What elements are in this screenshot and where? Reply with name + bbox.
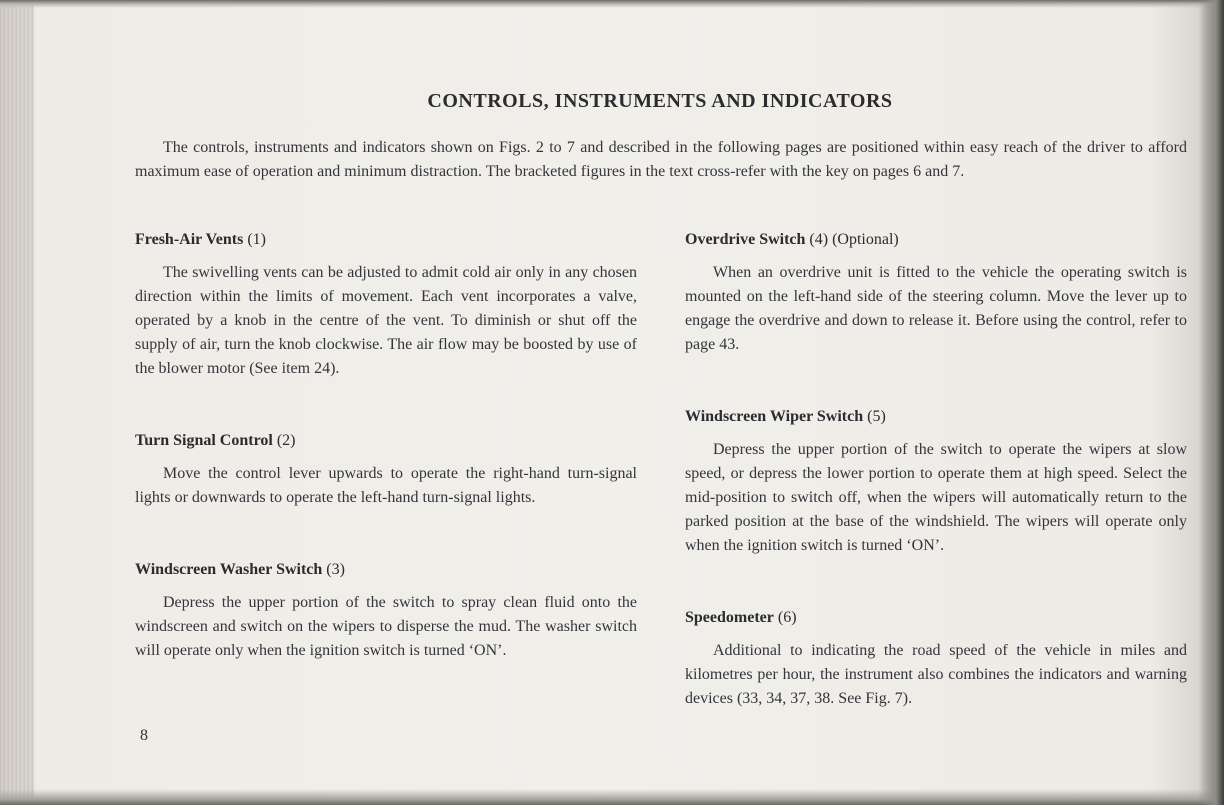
- section-body: Additional to indicating the road speed of the vehicle in miles and kilometres per hour, the instrument also combines the indicators and warning devices (33, 34, 37, 38. See Fig. 7).: [685, 642, 1187, 707]
- book-binding: [0, 0, 34, 805]
- page-top-edge: [0, 0, 1224, 8]
- section-overdrive-switch: [685, 228, 1187, 357]
- heading-text: Fresh-Air Vents: [135, 231, 244, 248]
- section-turn-signal-control: [135, 429, 637, 510]
- section-body: The swivelling vents can be adjusted to admit cold air only in any chosen direction within the limits of movement. Each vent incorporates a valve, operated by a knob in the centre of the vent. To diminish or shut off the supply of air, turn the knob clockwise. The air flow may be boosted by use of the blower motor (See item 24).: [135, 264, 637, 377]
- heading-ref: (2): [276, 432, 296, 449]
- heading-ref: (5): [867, 408, 886, 425]
- heading-text: Turn Signal Control: [135, 432, 273, 449]
- right-column: [685, 228, 1187, 711]
- heading-text: Windscreen Washer Switch: [135, 561, 323, 578]
- section-heading: [685, 606, 1187, 630]
- heading-text: Overdrive Switch: [685, 231, 806, 248]
- section-windscreen-washer-switch: [135, 558, 637, 663]
- heading-ref: (6): [777, 609, 797, 626]
- page-right-edge: [1198, 0, 1224, 805]
- section-body: Depress the upper portion of the switch to operate the wipers at slow speed, or depress the lower portion to operate them at high speed. Select the mid-position to switch off, when the wipers will automatically return to the parked position at the base of the windshield. The wipers will operate only when the ignition switch is turned ‘ON’.: [685, 441, 1187, 554]
- section-heading: [685, 228, 1187, 252]
- section-speedometer: [685, 606, 1187, 711]
- intro-paragraph: The controls, instruments and indicators shown on Figs. 2 to 7 and described in the following pages are positioned within easy reach of the driver to afford maximum ease of operation and minimum distraction. The bracketed figures in the text cross-refer with the key on pages 6 and 7.: [135, 139, 1187, 180]
- section-heading: [135, 429, 637, 453]
- section-fresh-air-vents: [135, 228, 637, 381]
- section-body: Depress the upper portion of the switch to spray clean fluid onto the windscreen and switch on the wipers to disperse the mud. The washer switch will operate only when the ignition switch is turned ‘ON’.: [135, 594, 637, 659]
- section-body: Move the control lever upwards to operate the right-hand turn-signal lights or downwards to operate the left-hand turn-signal lights.: [135, 465, 637, 506]
- section-windscreen-wiper-switch: [685, 405, 1187, 558]
- heading-text: Speedometer: [685, 609, 774, 626]
- heading-ref: (4) (Optional): [809, 231, 899, 248]
- section-body: When an overdrive unit is fitted to the vehicle the operating switch is mounted on the left-hand side of the steering column. Move the lever up to engage the overdrive and down to release it. Before using the control, refer to page 43.: [685, 264, 1187, 353]
- page-bottom-edge: [0, 789, 1224, 805]
- section-heading: [135, 558, 637, 582]
- page-number: 8: [140, 727, 148, 744]
- heading-ref: (3): [326, 561, 345, 578]
- section-heading: [135, 228, 637, 252]
- heading-ref: (1): [247, 231, 266, 248]
- section-heading: [685, 405, 1187, 429]
- heading-text: Windscreen Wiper Switch: [685, 408, 864, 425]
- left-column: [135, 228, 637, 663]
- page-title: CONTROLS, INSTRUMENTS AND INDICATORS: [427, 90, 893, 112]
